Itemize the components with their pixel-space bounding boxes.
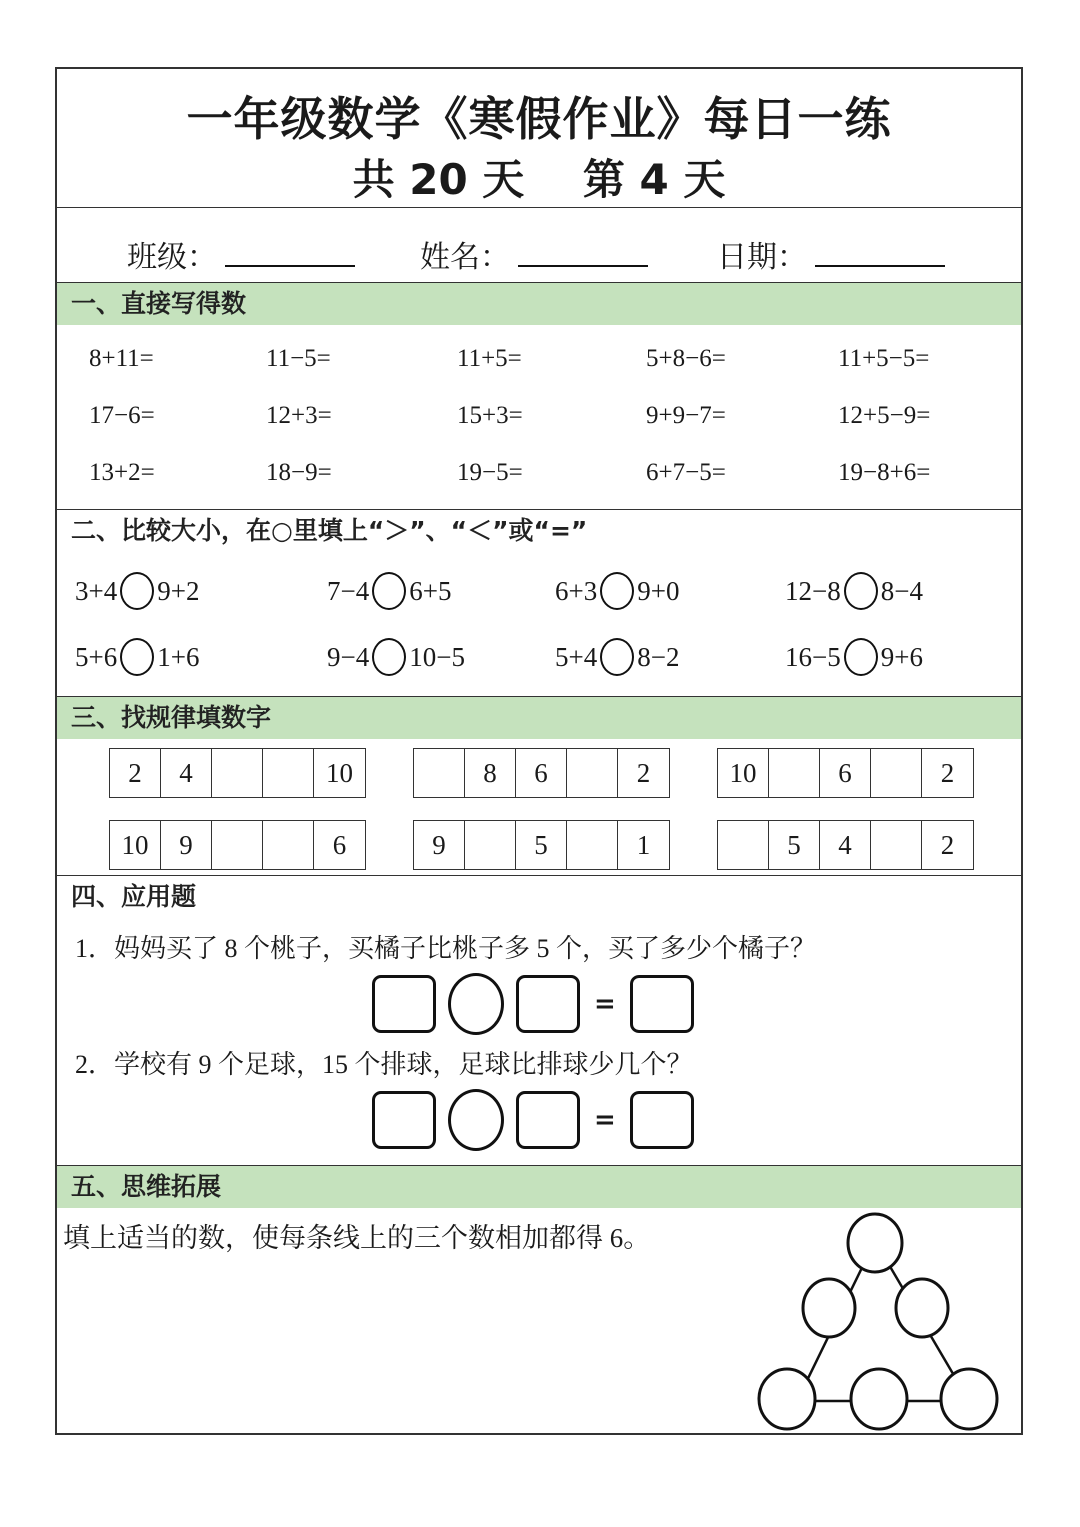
section-heading: 三、找规律填数字 bbox=[57, 697, 1021, 739]
puzzle-circle-mid-left[interactable] bbox=[803, 1279, 855, 1337]
seq-cell[interactable]: 8 bbox=[465, 749, 516, 797]
calc-item: 19−8+6= bbox=[838, 459, 931, 486]
compare-item bbox=[75, 638, 199, 676]
operator-circle[interactable] bbox=[448, 973, 504, 1035]
answer-circle[interactable] bbox=[600, 572, 634, 610]
answer-circle[interactable] bbox=[120, 572, 154, 610]
puzzle-circle-bottom-left[interactable] bbox=[759, 1369, 815, 1429]
sequence-strip bbox=[109, 748, 366, 798]
seq-cell[interactable]: 4 bbox=[820, 821, 871, 869]
sequence-strip bbox=[413, 820, 670, 870]
puzzle-circle-bottom-mid[interactable] bbox=[851, 1369, 907, 1429]
equation-row-2 bbox=[372, 1089, 694, 1151]
seq-cell[interactable] bbox=[567, 749, 618, 797]
seq-cell[interactable] bbox=[212, 821, 263, 869]
seq-cell[interactable] bbox=[414, 749, 465, 797]
name-label: 姓名： bbox=[420, 240, 510, 275]
compare-item bbox=[327, 572, 451, 610]
seq-cell[interactable]: 2 bbox=[940, 830, 955, 860]
seq-cell[interactable]: 6 bbox=[820, 749, 871, 797]
compare-left: 7−4 bbox=[327, 575, 370, 606]
seq-cell[interactable] bbox=[263, 749, 314, 797]
word-problem-1: 1．妈妈买了 8 个桃子，买橘子比桃子多 5 个，买了多少个橘子？ bbox=[75, 934, 817, 963]
seq-cell[interactable]: 10 bbox=[718, 749, 769, 797]
calc-item: 12+3= bbox=[266, 402, 332, 429]
date-field[interactable] bbox=[717, 232, 945, 276]
equation-row-1 bbox=[372, 973, 694, 1035]
seq-cell[interactable]: 10 bbox=[110, 821, 161, 869]
seq-cell[interactable]: 1 bbox=[636, 830, 651, 860]
answer-circle[interactable] bbox=[600, 638, 634, 676]
seq-cell[interactable] bbox=[465, 821, 516, 869]
compare-right: 10−5 bbox=[409, 641, 465, 672]
compare-left: 9−4 bbox=[327, 641, 370, 672]
compare-item bbox=[785, 572, 923, 610]
section-heading: 二、比较大小，在○里填上“＞”、“＜”或“=” bbox=[71, 516, 588, 545]
calc-item: 6+7−5= bbox=[646, 459, 726, 486]
compare-item bbox=[555, 572, 679, 610]
student-info bbox=[57, 208, 1021, 283]
word-problem-2: 2．学校有 9 个足球，15 个排球，足球比排球少几个？ bbox=[75, 1050, 693, 1079]
calc-item: 11+5−5= bbox=[838, 345, 930, 372]
calc-item: 5+8−6= bbox=[646, 345, 726, 372]
calc-item: 11+5= bbox=[457, 345, 522, 372]
seq-cell[interactable]: 5 bbox=[516, 821, 567, 869]
compare-right: 8−2 bbox=[637, 641, 680, 672]
seq-cell[interactable]: 6 bbox=[516, 749, 567, 797]
seq-cell[interactable] bbox=[263, 821, 314, 869]
name-field[interactable] bbox=[420, 232, 648, 276]
class-label: 班级： bbox=[127, 240, 217, 275]
operator-circle[interactable] bbox=[448, 1089, 504, 1151]
seq-cell[interactable] bbox=[871, 821, 922, 869]
total-days: 共 20 天 bbox=[352, 155, 525, 204]
calc-item: 12+5−9= bbox=[838, 402, 931, 429]
equals-sign: = bbox=[594, 989, 616, 1019]
operand-box[interactable] bbox=[516, 975, 580, 1033]
puzzle-circle-mid-right[interactable] bbox=[896, 1279, 948, 1337]
compare-right: 8−4 bbox=[880, 575, 923, 606]
seq-cell[interactable]: 5 bbox=[769, 821, 820, 869]
compare-right: 9+2 bbox=[157, 575, 200, 606]
instruction-text: 填上适当的数，使每条线上的三个数相加都得 6。 bbox=[63, 1223, 651, 1253]
section-heading: 一、直接写得数 bbox=[57, 283, 1021, 325]
compare-left: 12−8 bbox=[785, 575, 841, 606]
sequence-strip bbox=[717, 820, 974, 870]
seq-cell[interactable]: 9 bbox=[414, 821, 465, 869]
section-word-problems bbox=[57, 876, 1021, 1166]
seq-cell[interactable]: 2 bbox=[940, 758, 955, 788]
section-heading: 五、思维拓展 bbox=[57, 1166, 1021, 1208]
calc-item: 15+3= bbox=[457, 402, 523, 429]
seq-cell[interactable]: 2 bbox=[110, 749, 161, 797]
seq-cell[interactable]: 10 bbox=[326, 758, 353, 788]
answer-circle[interactable] bbox=[372, 572, 406, 610]
compare-right: 1+6 bbox=[157, 641, 200, 672]
compare-right: 6+5 bbox=[409, 575, 452, 606]
sequence-strip bbox=[413, 748, 670, 798]
calc-item: 13+2= bbox=[89, 459, 155, 486]
compare-left: 16−5 bbox=[785, 641, 841, 672]
compare-left: 6+3 bbox=[555, 575, 598, 606]
compare-right: 9+0 bbox=[637, 575, 680, 606]
section-direct-calc bbox=[57, 283, 1021, 510]
page-title: 一年级数学《寒假作业》每日一练 bbox=[186, 92, 892, 146]
compare-item bbox=[75, 572, 199, 610]
seq-cell[interactable] bbox=[212, 749, 263, 797]
calc-item: 18−9= bbox=[266, 459, 332, 486]
answer-circle[interactable] bbox=[844, 638, 878, 676]
sequence-strip bbox=[109, 820, 366, 870]
current-day: 第 4 天 bbox=[582, 155, 726, 204]
name-blank[interactable] bbox=[518, 239, 648, 267]
compare-item bbox=[327, 638, 465, 676]
title-block bbox=[57, 69, 1021, 208]
calc-item: 9+9−7= bbox=[646, 402, 726, 429]
answer-circle[interactable] bbox=[372, 638, 406, 676]
seq-cell[interactable]: 6 bbox=[332, 830, 347, 860]
day-counter bbox=[57, 147, 1021, 207]
operand-box[interactable] bbox=[372, 975, 436, 1033]
section-pattern bbox=[57, 697, 1021, 876]
puzzle-circle-bottom-right[interactable] bbox=[941, 1369, 997, 1429]
section-heading: 四、应用题 bbox=[71, 882, 197, 911]
compare-right: 9+6 bbox=[880, 641, 923, 672]
seq-cell[interactable]: 2 bbox=[636, 758, 651, 788]
seq-cell[interactable]: 9 bbox=[161, 821, 212, 869]
seq-cell[interactable] bbox=[871, 749, 922, 797]
operand-box[interactable] bbox=[372, 1091, 436, 1149]
calc-item: 11−5= bbox=[266, 345, 331, 372]
seq-cell[interactable] bbox=[769, 749, 820, 797]
date-label: 日期： bbox=[717, 240, 807, 275]
seq-cell[interactable] bbox=[567, 821, 618, 869]
compare-left: 5+6 bbox=[75, 641, 118, 672]
class-blank[interactable] bbox=[225, 239, 355, 267]
answer-circle[interactable] bbox=[844, 572, 878, 610]
date-blank[interactable] bbox=[815, 239, 945, 267]
sequence-strip bbox=[717, 748, 974, 798]
result-box[interactable] bbox=[630, 975, 694, 1033]
calc-item: 8+11= bbox=[89, 345, 154, 372]
calc-item: 17−6= bbox=[89, 402, 155, 429]
section-thinking bbox=[57, 1166, 1021, 1435]
compare-item bbox=[785, 638, 923, 676]
seq-cell[interactable] bbox=[718, 821, 769, 869]
operand-box[interactable] bbox=[516, 1091, 580, 1149]
result-box[interactable] bbox=[630, 1091, 694, 1149]
seq-cell[interactable]: 4 bbox=[161, 749, 212, 797]
class-field[interactable] bbox=[127, 232, 355, 276]
equals-sign: = bbox=[594, 1105, 616, 1135]
answer-circle[interactable] bbox=[120, 638, 154, 676]
compare-left: 3+4 bbox=[75, 575, 118, 606]
puzzle-circle-top[interactable] bbox=[848, 1214, 902, 1272]
worksheet bbox=[55, 67, 1023, 1435]
compare-left: 5+4 bbox=[555, 641, 598, 672]
compare-item bbox=[555, 638, 679, 676]
triangle-puzzle-diagram bbox=[757, 1211, 1007, 1436]
section-compare bbox=[57, 510, 1021, 697]
calc-item: 19−5= bbox=[457, 459, 523, 486]
